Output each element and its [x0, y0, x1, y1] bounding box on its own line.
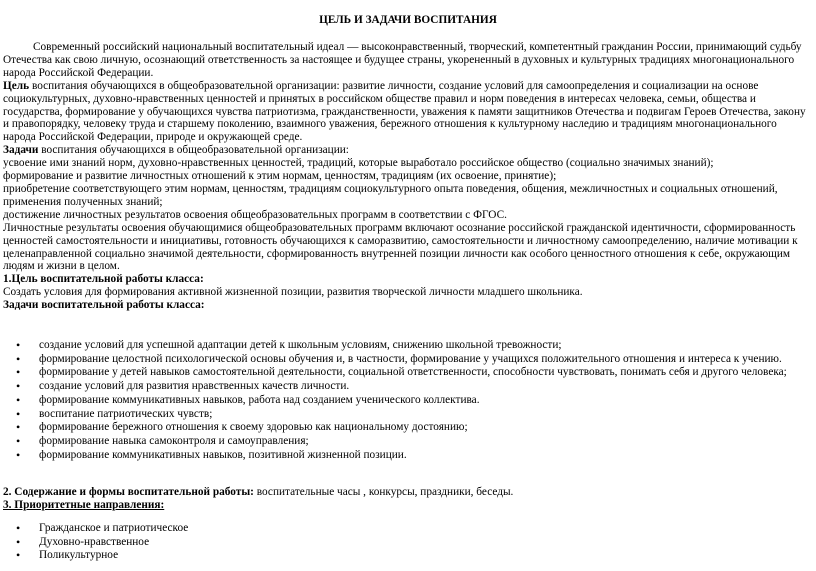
list-item: • Духовно-нравственное: [0, 536, 812, 549]
document-title: ЦЕЛЬ И ЗАДАЧИ ВОСПИТАНИЯ: [319, 14, 497, 26]
task-line: приобретение соответствующего этим нормам, ценностям, традициям социокультурного опыта поведения, общения, межличностных и социальных отношений, применения полученных знаний;: [3, 182, 778, 208]
list-item: • формирование коммуникативных навыков, работа над созданием ученического коллектива.: [0, 394, 812, 407]
list-item: • формирование целостной психологической основы обучения и, в частности, формирование у учащихся положительного отношения и интереса к учению.: [0, 353, 812, 366]
list-item: • формирование бережного отношения к своему здоровью как национальному достоянию;: [0, 421, 812, 434]
section1-text: Создать условия для формирования активной жизненной позиции, развития творческой личности младшего школьника.: [3, 286, 583, 299]
list-item: • Гражданское и патриотическое: [0, 522, 812, 535]
section3-heading: 3. Приоритетные направления:: [3, 498, 165, 511]
document-body-top: [3, 41, 811, 312]
list-item: • формирование коммуникативных навыков, позитивной жизненной позиции.: [0, 449, 812, 462]
list-item: • формирование навыка самоконтроля и самоуправления;: [0, 435, 812, 448]
personal-results-paragraph: Личностные результаты освоения обучающимися общеобразовательных программ включают осознание российской гражданской идентичности, сформированность ценностей самостоятельности и инициативы, готовность обучающихся к саморазвитию, самостоятельности и личностному самоопределению, наличие мотивации к целенаправленной социально значимой деятельности, сформированность внутренней позиции личности как особого ценностного отношения к себе, окружающим людям и жизни в целом.: [3, 221, 798, 273]
goal-paragraph: [3, 80, 811, 145]
task-line: усвоение ими знаний норм, духовно-нравственных ценностей, традиций, которые выработало российское общество (социально значимых знаний);: [3, 157, 714, 170]
list-item: • формирование у детей навыков самостоятельной деятельности, социальной ответственности, способности чувствовать, понимать себя и другого человека;: [0, 366, 812, 379]
section2-paragraph: [3, 486, 811, 512]
task-line: формирование и развитие личностных отношений к этим нормам, ценностям, традициям (их освоение, принятие);: [3, 170, 557, 183]
class-tasks-list: [0, 339, 812, 462]
tasks-label: Задачи: [3, 144, 39, 157]
goal-label: Цель: [3, 79, 30, 92]
list-item: • воспитание патриотических чувств;: [0, 408, 812, 421]
list-item: • Поликультурное: [0, 549, 812, 562]
priorities-list: [0, 522, 812, 563]
list-item: • создание условий для развития нравственных качеств личности.: [0, 380, 812, 393]
section2-heading: 2. Содержание и формы воспитательной работы:: [3, 486, 254, 498]
section1-heading: 1.Цель воспитательной работы класса:: [3, 273, 204, 286]
tasks-text: воспитания обучающихся в общеобразовательной организации:: [38, 144, 349, 157]
goal-text: воспитания обучающихся в общеобразовательной организации: развитие личности, создание условий для самоопределения и социализации на основе социокультурных, духовно-нравственных ценностей и принятых в российском обществе правил и норм поведения в интересах человека, семьи, общества и государства, формирование у обучающихся чувства патриотизма, гражданственности, уважения к памяти защитников Отечества и подвигам Героев Отечества, закону и правопорядку, человеку труда и старшему поколению, взаимного уважения, бережного отношения к культурному наследию и традициям многонационального народа Российской Федерации, природе и окружающей среде.: [3, 79, 806, 144]
tasks-paragraph: [3, 144, 811, 157]
list-item: • создание условий для успешной адаптации детей к школьным условиям, снижению школьной тревожности;: [0, 339, 812, 352]
section2-text: воспитательные часы , конкурсы, праздники, беседы.: [253, 486, 514, 498]
class-tasks-heading: Задачи воспитательной работы класса:: [3, 299, 205, 312]
task-line: достижение личностных результатов освоения общеобразовательных программ в соответствии с ФГОС.: [3, 208, 507, 221]
intro-paragraph: Современный российский национальный воспитательный идеал — высоконравственный, творческий, компетентный гражданин России, принимающий судьбу Отечества как свою личную, осознающий ответственность за настоящее и будущее страны, укорененный в духовных и культурных традициях многонационального народа Российской Федерации.: [3, 41, 802, 79]
